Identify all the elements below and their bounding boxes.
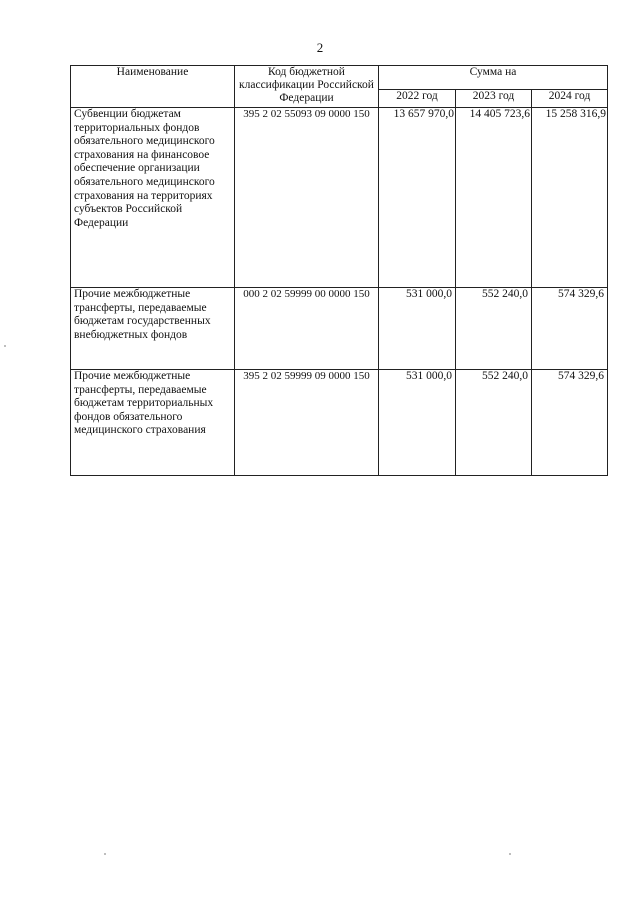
scan-speck bbox=[4, 345, 6, 347]
row-value-2024: 15 258 316,9 bbox=[532, 108, 608, 288]
header-year-2022: 2022 год bbox=[379, 90, 456, 108]
table-header bbox=[71, 66, 608, 108]
header-row-top bbox=[71, 66, 608, 90]
row-code: 395 2 02 59999 09 0000 150 bbox=[235, 370, 379, 476]
table-body bbox=[71, 108, 608, 476]
scan-speck bbox=[509, 853, 511, 855]
row-code: 000 2 02 59999 00 0000 150 bbox=[235, 288, 379, 370]
header-code: Код бюджетной классификации Российской Федерации bbox=[235, 66, 379, 108]
header-name: Наименование bbox=[71, 66, 235, 108]
row-name: Прочие межбюджетные трансферты, передаваемые бюджетам государственных внебюджетных фондов bbox=[71, 288, 235, 370]
header-year-2024: 2024 год bbox=[532, 90, 608, 108]
row-value-2023: 552 240,0 bbox=[456, 288, 532, 370]
row-name: Субвенции бюджетам территориальных фондов обязательного медицинского страхования на финансовое обеспечение организации обязательного медицинского страхования на территориях субъектов Российской Федерации bbox=[71, 108, 235, 288]
header-year-2023: 2023 год bbox=[456, 90, 532, 108]
row-code: 395 2 02 55093 09 0000 150 bbox=[235, 108, 379, 288]
table-row bbox=[71, 370, 608, 476]
row-value-2023: 14 405 723,6 bbox=[456, 108, 532, 288]
row-value-2024: 574 329,6 bbox=[532, 288, 608, 370]
table-row bbox=[71, 288, 608, 370]
table-row bbox=[71, 108, 608, 288]
row-value-2024: 574 329,6 bbox=[532, 370, 608, 476]
row-value-2022: 531 000,0 bbox=[379, 288, 456, 370]
row-name: Прочие межбюджетные трансферты, передаваемые бюджетам территориальных фондов обязательного медицинского страхования bbox=[71, 370, 235, 476]
scan-speck bbox=[104, 853, 106, 855]
row-value-2022: 531 000,0 bbox=[379, 370, 456, 476]
page-number: 2 bbox=[316, 40, 324, 55]
budget-table bbox=[70, 65, 608, 476]
row-value-2022: 13 657 970,0 bbox=[379, 108, 456, 288]
header-sum: Сумма на bbox=[379, 66, 608, 90]
row-value-2023: 552 240,0 bbox=[456, 370, 532, 476]
